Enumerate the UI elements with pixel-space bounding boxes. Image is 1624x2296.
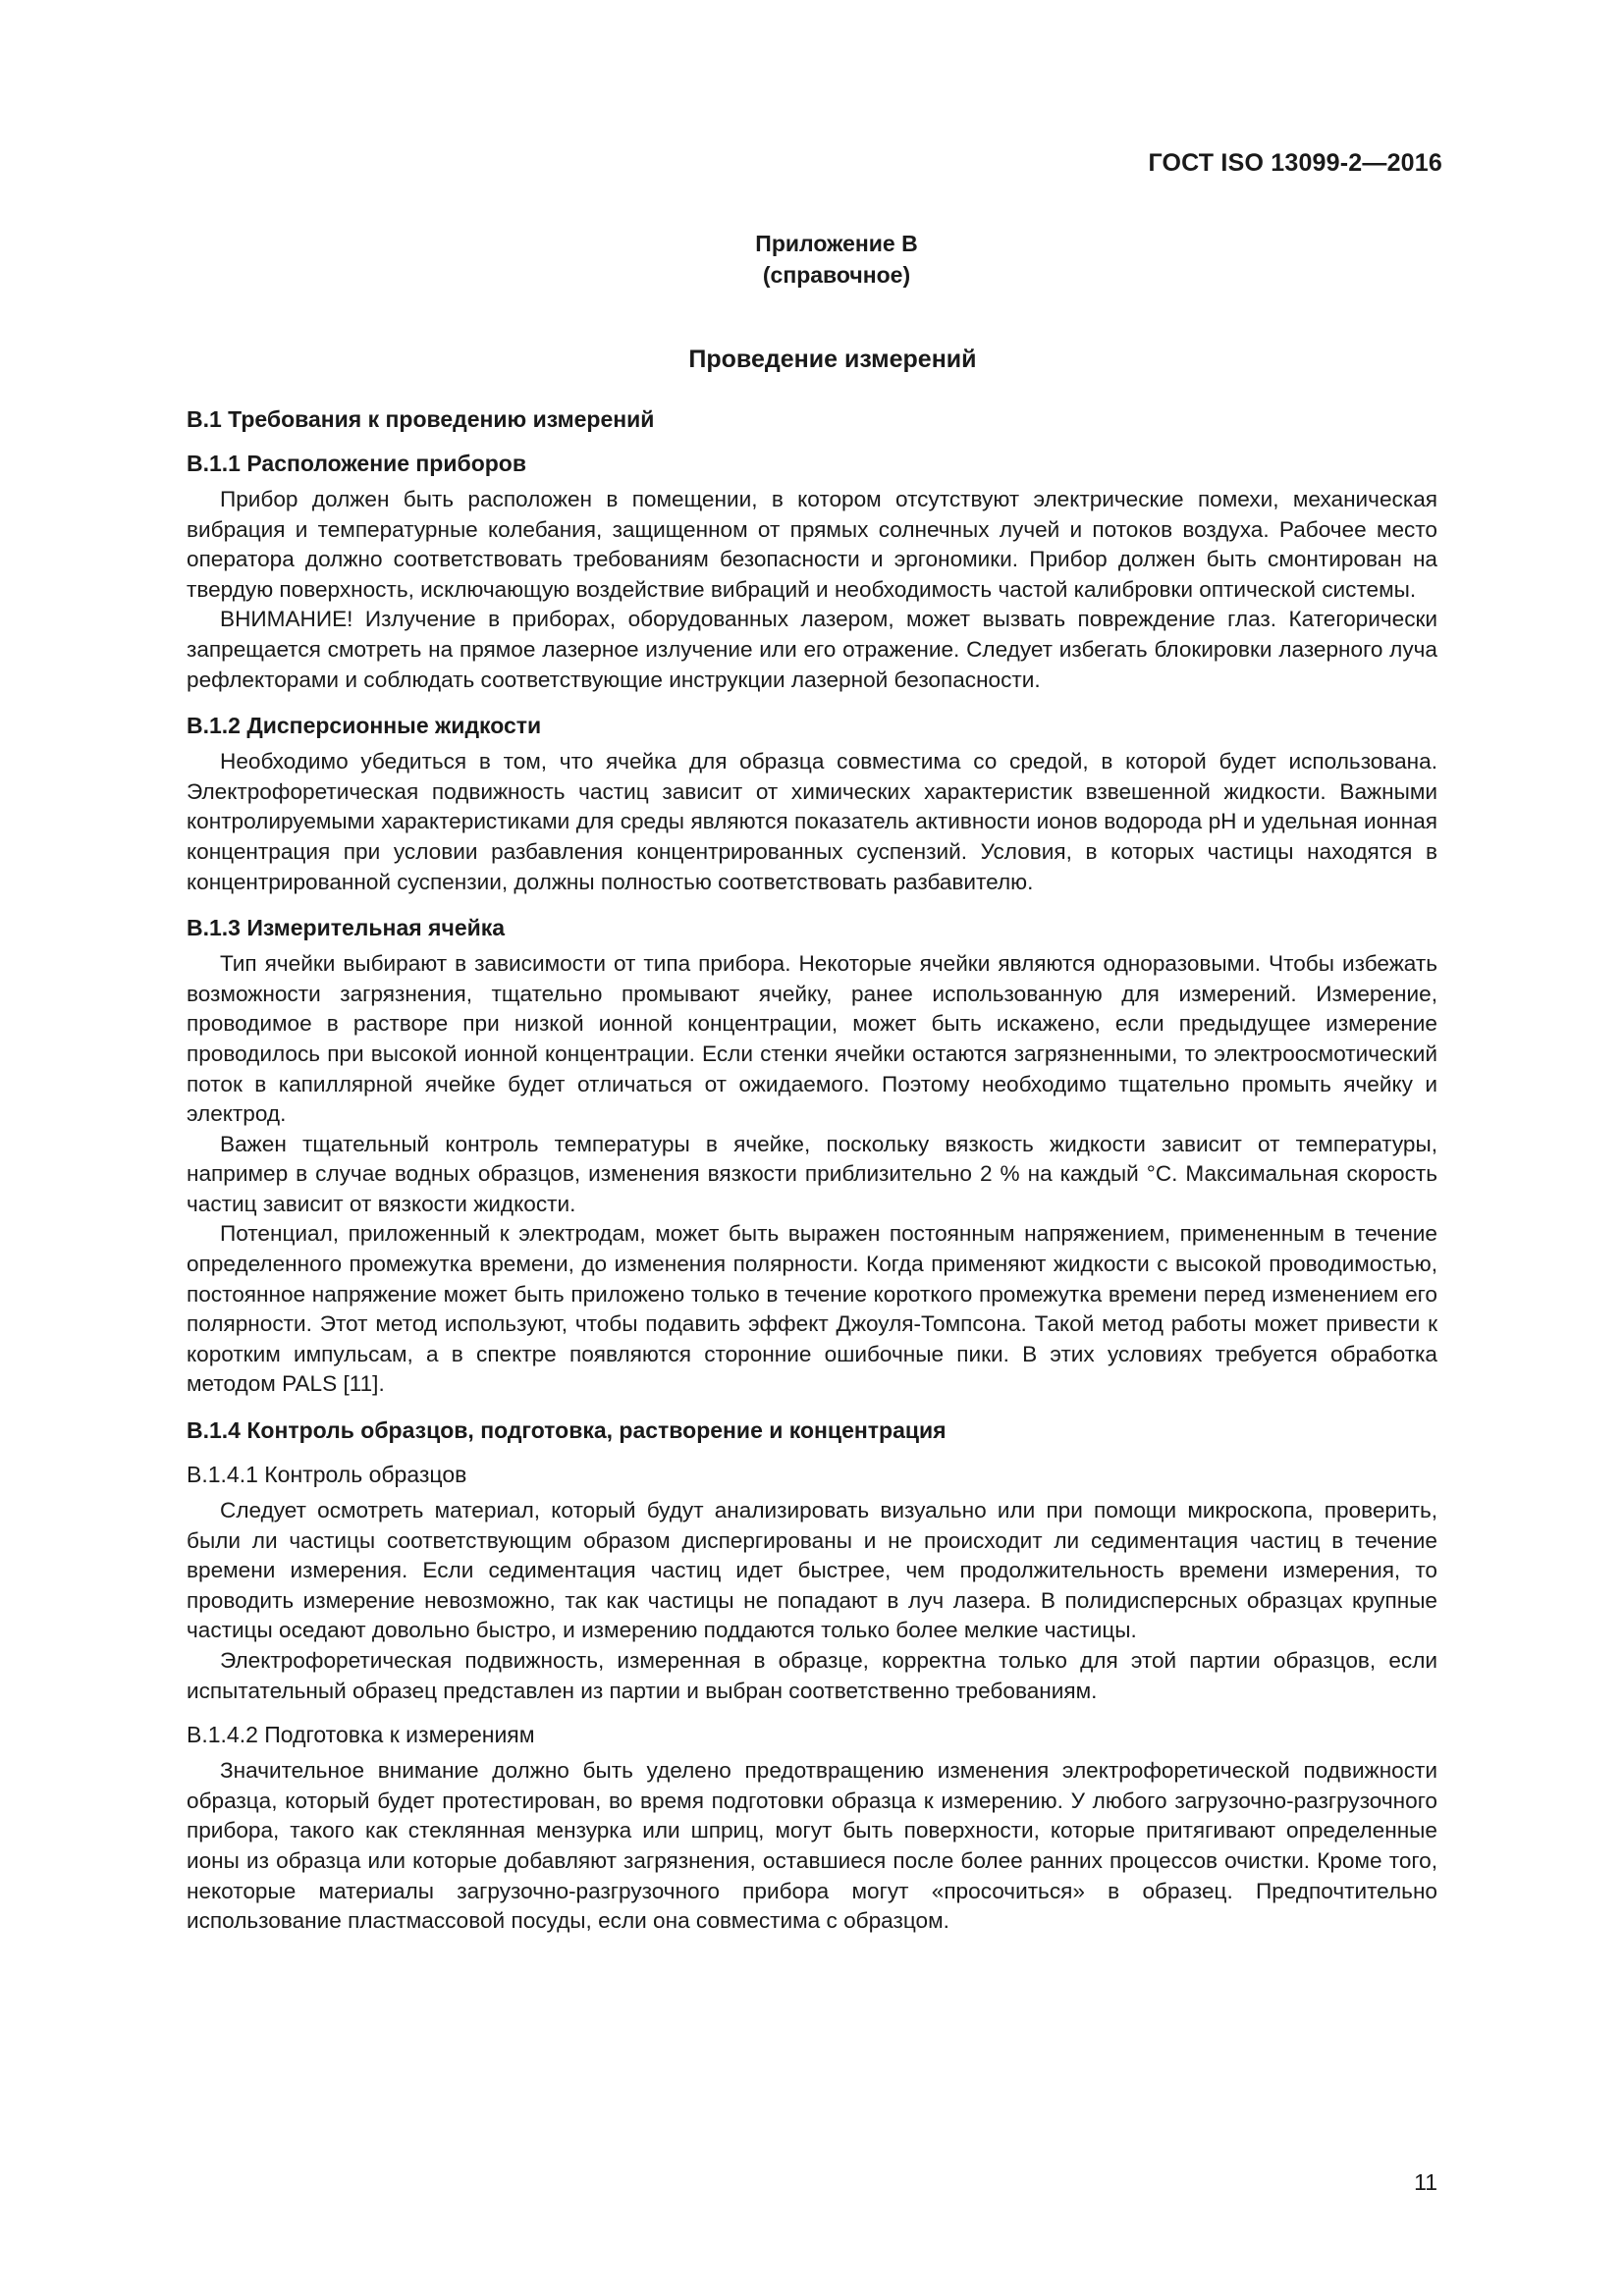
paragraph-b1-1-2: ВНИМАНИЕ! Излучение в приборах, оборудованных лазером, может вызвать повреждение глаз. Категорически запрещается смотреть на прямое лазерное излучение или его отражение. Следует избегать блокировки лазерного луча рефлекторами и соблюдать соответствующие инструкции лазерной безопасности. <box>187 607 1437 692</box>
section-heading-b1-3: В.1.3 Измерительная ячейка <box>187 915 506 941</box>
appendix-status: (справочное) <box>762 262 911 288</box>
section-heading-b1-1: В.1.1 Расположение приборов <box>187 451 526 476</box>
appendix-title: Приложение В <box>755 231 918 256</box>
page-number: 11 <box>1414 2169 1437 2195</box>
paragraph-b1-4-1-2: Электрофоретическая подвижность, измеренная в образце, корректна только для этой партии образцов, если испытательный образец представлен из партии и выбран соответственно требованиям. <box>187 1648 1437 1703</box>
paragraph-b1-4-1-1: Следует осмотреть материал, который будут анализировать визуально или при помощи микроскопа, проверить, были ли частицы соответствующим образом диспергированы и не происходит ли седиментация частиц в течение времени измерения. Если седиментация частиц идет быстрее, чем продолжительность времени измерения, то проводить измерение невозможно, так как частицы не попадают в луч лазера. В полидисперсных образцах крупные частицы оседают довольно быстро, и измерению поддаются только более мелкие частицы. <box>187 1498 1437 1643</box>
paragraph-b1-3-3: Потенциал, приложенный к электродам, может быть выражен постоянным напряжением, примененным в течение определенного промежутка времени, до изменения полярности. Когда применяют жидкости с высокой проводимостью, постоянное напряжение может быть приложено только в течение короткого промежутка времени перед изменением его полярности. Этот метод используют, чтобы подавить эффект Джоуля-Томпсона. Такой метод работы может привести к коротким импульсам, а в спектре появляются сторонние ошибочные пики. В этих условиях требуется обработка методом PALS [11]. <box>187 1221 1437 1397</box>
paragraph-b1-4-2-1: Значительное внимание должно быть уделено предотвращению изменения электрофоретической подвижности образца, который будет протестирован, во время подготовки образца к измерению. У любого загрузочно-разгрузочного прибора, такого как стеклянная мензурка или шприц, могут быть поверхности, которые притягивают определенные ионы из образца или которые добавляют загрязнения, оставшиеся после более ранних процессов очистки. Кроме того, некоторые материалы загрузочно-разгрузочного прибора могут «просочиться» в образец. Предпочтительно использование пластмассовой посуды, если она совместима с образцом. <box>187 1758 1437 1934</box>
section-heading-b1: В.1 Требования к проведению измерений <box>187 406 655 432</box>
document-code: ГОСТ ISO 13099-2—2016 <box>1148 149 1442 177</box>
section-heading-b1-4: В.1.4 Контроль образцов, подготовка, растворение и концентрация <box>187 1417 947 1444</box>
paragraph-b1-3-2: Важен тщательный контроль температуры в ячейке, поскольку вязкость жидкости зависит от температуры, например в случае водных образцов, изменения вязкости приблизительно 2 % на каждый °C. Максимальная скорость частиц зависит от вязкости жидкости. <box>187 1131 1437 1216</box>
section-heading-b1-4-2: В.1.4.2 Подготовка к измерениям <box>187 1722 535 1748</box>
document-body <box>187 228 1437 1937</box>
chapter-title: Проведение измерений <box>688 346 977 373</box>
section-heading-b1-2: В.1.2 Дисперсионные жидкости <box>187 713 542 739</box>
paragraph-b1-1-1: Прибор должен быть расположен в помещении, в котором отсутствуют электрические помехи, механическая вибрация и температурные колебания, защищенном от прямых солнечных лучей и потоков воздуха. Рабочее место оператора должно соответствовать требованиям безопасности и эргономики. Прибор должен быть смонтирован на твердую поверхность, исключающую воздействие вибраций и необходимость частой калибровки оптической системы. <box>187 487 1437 602</box>
paragraph-b1-2-1: Необходимо убедиться в том, что ячейка для образца совместима со средой, в которой будет использована. Электрофоретическая подвижность частиц зависит от химических характеристик взвешенной жидкости. Важными контролируемыми характеристиками для среды являются показатель активности ионов водорода pH и удельная ионная концентрация при условии разбавления концентрированных суспензий. Условия, в которых частицы находятся в концентрированной суспензии, должны полностью соответствовать разбавителю. <box>187 749 1437 894</box>
section-heading-b1-4-1: В.1.4.1 Контроль образцов <box>187 1462 467 1488</box>
paragraph-b1-3-1: Тип ячейки выбирают в зависимости от типа прибора. Некоторые ячейки являются одноразовыми. Чтобы избежать возможности загрязнения, тщательно промывают ячейку, ранее использованную для измерений. Измерение, проводимое в растворе при низкой ионной концентрации, может быть искажено, если предыдущее измерение проводилось при высокой ионной концентрации. Если стенки ячейки остаются загрязненными, то электроосмотический поток в капиллярной ячейке будет отличаться от ожидаемого. Поэтому необходимо тщательно промыть ячейку и электрод. <box>187 951 1437 1127</box>
